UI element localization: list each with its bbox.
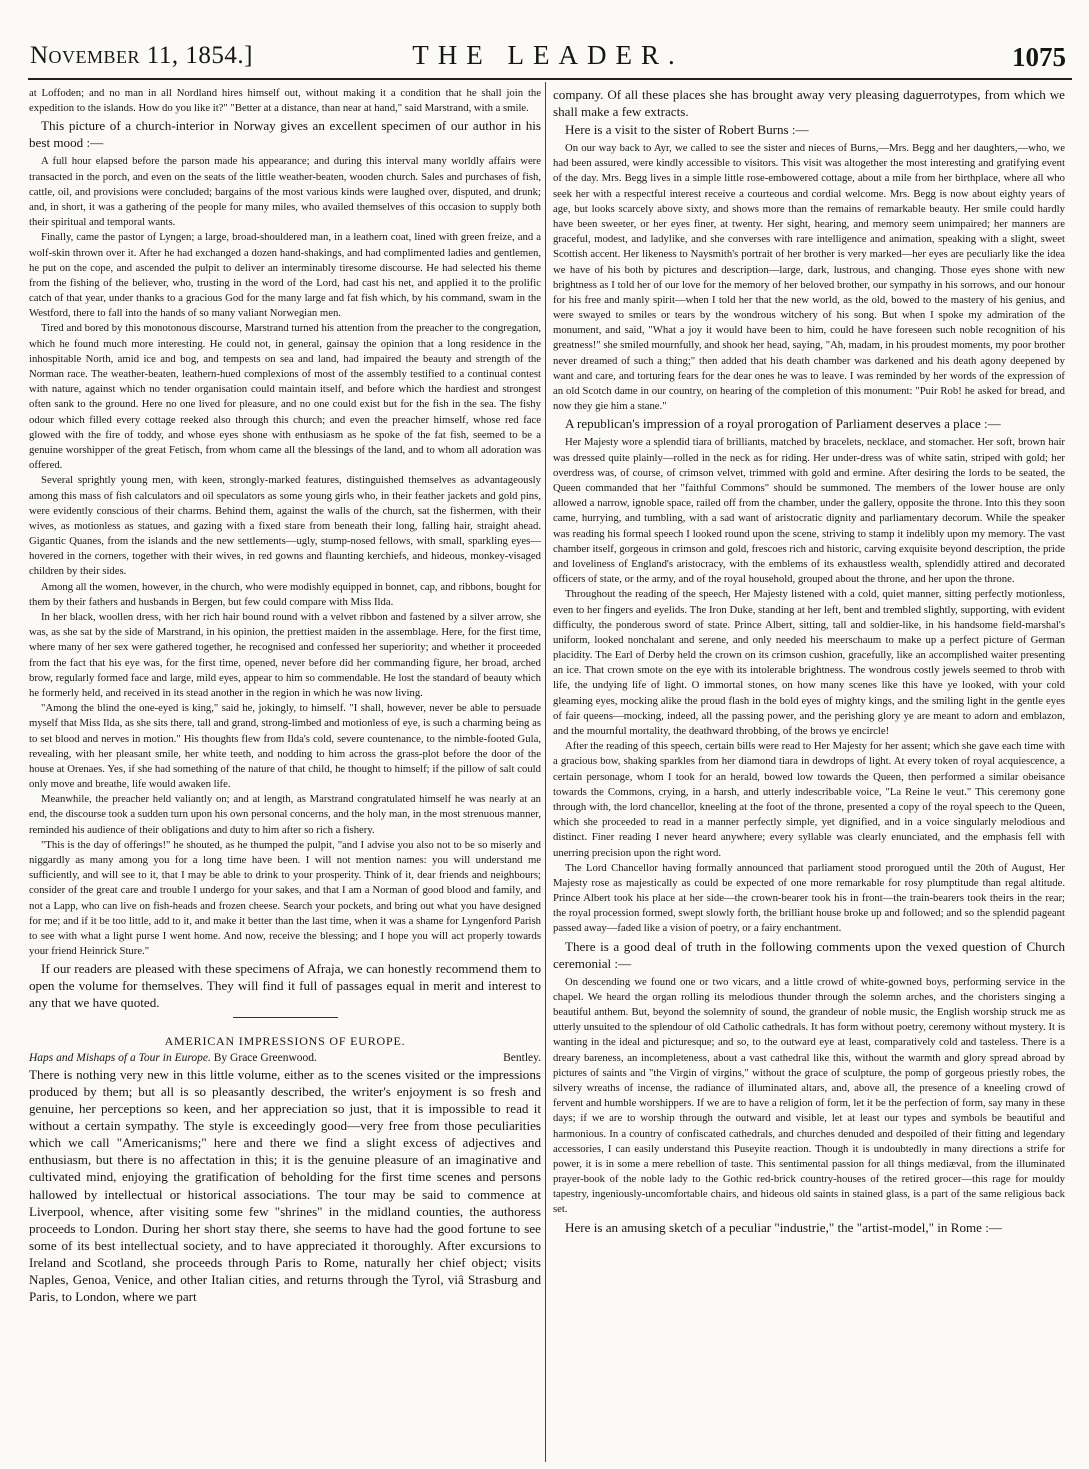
header-rule — [28, 78, 1072, 80]
section-rule — [233, 1017, 338, 1018]
section-title: AMERICAN IMPRESSIONS OF EUROPE. — [164, 1034, 406, 1049]
intro-burns-sister: Here is a visit to the sister of Robert Burns :— — [565, 122, 809, 138]
left-column — [29, 86, 541, 1461]
quote-paragraph: A full hour elapsed before the parson made his appearance; and during this interval many worldly affairs were transacted in the porch, and even on the seats of the little weather-beaten, wooden church. Sales and purchases of fish, cattle, oil, and provisions were concluded; bargains of the most various kinds were laughed over, disputed, and drunk; and, in short, it was a gathering of the people for many miles, who availed themselves of this occasion to supply both their spiritual and temporal wants. — [29, 155, 541, 229]
right-column — [553, 86, 1065, 1461]
quote-paragraph: Several sprightly young men, with keen, strongly-marked features, distinguished themselves as advantageously among this mass of fish calculators and oil speculators as some young girls who, in their feather jackets and gold pins, were evidently conscious of their charms. Behind them, against the walls of the church, sat the fishermen, with their wives, as motionless as statues, and gazing with a fixed stare from beneath their long, falling hair, straight ahead. Gigantic Quanes, from the islands and the new settlements—ugly, stump-nosed fellows, with small, sparkling eyes—hovered in the corners, together with their wives, in red gowns and flaunting kerchiefs, and hideous, monkey-visaged children by their sides. — [29, 474, 541, 578]
quote-paragraph: Meanwhile, the preacher held valiantly on; and at length, as Marstrand congratulated himself he was nearly at an end, the discourse took a sudden turn upon his own personal concerns, and the holy man, in the most strenuous manner, reminded his audience of their obligations and duty to him after so rich a fishery. — [29, 793, 541, 836]
quote-paragraph: "This is the day of offerings!" he shouted, as he thumped the pulpit, "and I advise you also not to be so miserly and niggardly as many among you for a long time have been. I will not mention names: you will understand me sufficiently, and will see to it, that I may be able to drink to your prosperity. Think of it, dear friends and neighbours; consider of the great care and trouble I undergo for your sakes, and that I am a Norman of good blood and family, and not a Lapp, who can live on fish-heads and frozen cheese. Search your pockets, and bring out what you have designed for me; and if it be too little, add to it, and make it better than the last time, when it was a shame for Lyngenford Parish to see with what a light purse I went home. And now, receive the blessing; and I hope you will act properly towards your friend Heinrick Sture." — [29, 838, 541, 958]
quote-paragraph: The Lord Chancellor having formally announced that parliament stood prorogued until the 20th of August, Her Majesty rose as majestically as could be expected of one more remarkable for rosy plumptitude than regal altitude. Prince Albert took his place at her side—the crown-bearer took his in front—the train-bearers took theirs in the rear; the royal procession formed, swept slowly forth, the brilliant house broke up and followed; and so the splendid pageant passed away—faded like a vision of poetry, or a fairy enchantment. — [553, 861, 1065, 935]
book-title: Haps and Mishaps of a Tour in Europe. — [29, 1052, 211, 1065]
book-author: By Grace Greenwood. — [213, 1052, 317, 1065]
book-byline — [29, 1052, 541, 1064]
column-divider — [545, 82, 546, 1462]
quote-continuation: at Loffoden; and no man in all Nordland hires himself out, without making it a condition that he shall join the expedition to the islands. How do you like it?" "Better at a distance, than near at hand," said Marstrand, with a smile. — [29, 87, 541, 115]
quote-paragraph: On descending we found one or two vicars, and a little crowd of white-gowned boys, performing service in the chapel. We heard the organ rolling its melodious thunder through the solemn arches, and the choristers singing a beautiful anthem. But, beyond the solemnity of sound, the grandeur of noble music, the English worship struck me as utterly unsuited to the splendour of old Catholic cathedrals. It has form without poetry, ceremony without mystery. It is wanting in the ideal and picturesque; and so, to the outward eye at least, comparatively cold and tasteless. There is a dreary bareness, an incompleteness, about a vast cathedral like this, without the warmth and glory spread abroad by pictures of saints and "the Virgin of virgins," without the grace of sculpture, the pomp of gorgeous priestly robes, the silvery wreaths of incense, the radiance of illuminated altars, and, above all, the presence of a kneeling crowd of fervent and humble worshippers. If we are to have a religion of form, let it be the perfection of form, say many in these days; if we are to worship through the outward and visible, let at least our types and symbols be beautiful and harmonious. In a country of confiscated cathedrals, and churches denuded and despoiled of their fitting and legendary accessories, I can easily understand this Puseyite reaction. Though it is undoubtedly in many directions a strife for power, it is in some a mere rebellion of taste. This sentimental passion for all things mediæval, from the illuminated prayer-book of the noble lady to the Gothic red-brick country-houses of the retired grocer—this rage for mouldy tapestry, ingeniously-uncomfortable chairs, and hideous old saints in stained glass, is a part of the same religious back set. — [553, 975, 1065, 1216]
quote-paragraph: Finally, came the pastor of Lyngen; a large, broad-shouldered man, in a leathern coat, lined with green freize, and a wolf-skin thrown over it. After he had exchanged a dozen hand-shakings, and had complimented ladies and gentlemen, he put on the cope, and ascended the pulpit to deliver an interminably tiresome discourse. He had selected his theme from the fishing of the believer, who, trusting in the word of the Lord, had cast his net, and applied it to the prolific catch of that year, under thanks to a gracious God for the many large and fat fish which, by his command, swam in the Westford, there to fall into the hands of so many valiant Norwegian men. — [29, 231, 541, 320]
intro-church-ceremonial: There is a good deal of truth in the following comments upon the vexed question of Church ceremonial :— — [553, 938, 1065, 971]
quote-paragraph: In her black, woollen dress, with her rich hair bound round with a velvet ribbon and fastened by a silver arrow, she was, as she sat by the side of Marstrand, in his opinion, the prettiest maiden in the assemblage. Here, for the first time, where many of her sex were gathered together, he recognised and confessed her superiority; and whether it proceeded from the fact that his eye was, for the first time, opened, never before did her commanding figure, her broad, arched brow, regularly formed face and large, mild eyes, appear to him so commendable. He lost the standard of beauty which he formerly held, and received in its stead another in the region in which he was now living. — [29, 611, 541, 699]
quote-paragraph: After the reading of this speech, certain bills were read to Her Majesty for her assent; which she gave each time with a gracious bow, shaking sparkles from her diamond tiara in dewdrops of light. At every token of royal acquiescence, a certain personage, whom I took for an herald, bowed low towards the Queen, then performed a similar obeisance towards the Commons, crying, in a harsh, and utterly indescribable voice, "La Reine le veut." This ceremony gone through with, the lord chancellor, kneeling at the foot of the throne, presented a copy of the royal speech to the Queen, which she proceeded to read in a manner perfectly simple, yet dignified, and in a voice singularly melodious and distinct. Finer reading I never heard anywhere; every syllable was clearly enunciated, and the emphasis fell with unerring precision upon the right word. — [553, 740, 1065, 859]
book-publisher: Bentley. — [503, 1052, 541, 1065]
intro-church-interior: This picture of a church-interior in Norway gives an excellent specimen of our author in his best mood :— — [29, 118, 541, 151]
quote-paragraph: Throughout the reading of the speech, Her Majesty listened with a cold, quiet manner, sitting perfectly motionless, even to her fingers and eyelids. The Iron Duke, standing at her left, bent and trembled slightly, supporting, with evident difficulty, the ponderous sword of state. Prince Albert, sitting, tall and soldier-like, in his handsome field-marshal's uniform, looked nonchalant and serene, and only needed his meerschaum to make up a perfect picture of German placidity. The Earl of Derby held the crown on its crimson cushion, gracefully, like an accomplished waiter presenting an ice. That crown smote on the eye with its intolerable brightness. The wondrous costly jewels seemed to throb with life, the undying life of light. O immortal stones, on how many scenes like this have ye looked, with your cold gleaming eyes, mocking alike the proud flash in the bold eyes of mighty kings, and the smiling light in the gentle eyes of fair queens—mocking, indeed, all the passing power, and the perishing glory ye are meant to adorn and emblazon, and the mournful mortality, the deathward throbbing, of the brows ye encircle! — [553, 588, 1065, 737]
page-number: 1075 — [1012, 42, 1066, 72]
quote-paragraph: Her Majesty wore a splendid tiara of brilliants, matched by bracelets, necklace, and stomacher. Her soft, brown hair was dressed quite plainly—rolled in the neck as for riding. Her under-dress was of white satin, striped with gold; her overdress was, of course, of crimson velvet, trimmed with gold and ermine. After desiring the lords to be seated, the Queen commanded that her "faithful Commons" should be summoned. The members of the lower house are only allowed a narrow, ignoble space, railed off from the chamber, under the gallery, opposite the throne. Into this they soon came, hurrying, and tumbling, with a sad want of aristocratic dignity and parliamentary decorum. While the speaker was reading his formal speech I looked round upon the scene, striving to stamp it indelibly upon my memory. The vast chamber itself, gorgeous in crimson and gold, frescoes rich and historic, carving exquisite beyond description, the pride and loveliness of England's aristocracy, with the emblems of its exhaustless wealth, splendidly attired and decorated officers of state, or the army, and of the royal household, grouped about the throne, and her upon the throne. — [553, 436, 1065, 586]
quote-paragraph: Among all the women, however, in the church, who were modishly equipped in bonnet, cap, and ribbons, bought for them by their fathers and husbands in Bergen, but few could compare with Miss Ilda. — [29, 580, 541, 608]
review-text: There is nothing very new in this little volume, either as to the scenes visited or the impressions produced by them; but all is so pleasantly described, the writer's enjoyment is so fresh and genuine, her perceptions so keen, and her appreciation so just, that it is impossible to read it without a certain sympathy. The style is exceedingly good—very free from those peculiarities which we call "Americanisms;" here and there we find a slight excess of adjectives and enthusiasm, but there is no affectation in this; it is the genuine pleasure of an imaginative and cultivated mind, enjoying the gratification of beholding for the first time scenes and persons hallowed by intellectual or historical associations. The tour may be said to commence at Liverpool, whence, after visiting some few "shrines" in the midland counties, the authoress proceeds to London. During her short stay there, she seems to have had the good fortune to see some of its best intellectual society, and to have appreciated it thoroughly. After excursions to Ireland and Scotland, she proceeds through Paris to Rome, naturally her chief object; visits Naples, Genoa, Venice, and other Italian cities, and returns through the Tyrol, viâ Strasburg and Paris, to London, where we part — [29, 1067, 541, 1304]
issue-date: November 11, 1854.] — [30, 42, 253, 69]
quote-paragraph: Tired and bored by this monotonous discourse, Marstrand turned his attention from the preacher to the congregation, which he found much more interesting. He could not, in general, gainsay the opinion that a long residence in the inhospitable North, amid ice and bog, and tempests on sea and land, had impaired the beauty and strength of the Norman race. The weather-beaten, leathern-hued complexions of most of the assembly testified to a continual contest with nature, against which no tender organisation could maintain itself, and before which the hardiest and strongest often sank to the ground. Here no one lived for pleasure, and no one could exist but for the fish in the sea. The fishy odour which filled every cottage reeked also through this church; and even the preacher himself, whose red face glowed with the fire of toddy, and whose eyes shone with enthusiasm as he spoke of the fat fish, seemed to be a genuine worshipper of the great Fetisch, from whom came all the blessings of the land, and to whom all adoration was offered. — [29, 322, 541, 472]
newspaper-title: THE LEADER. — [412, 40, 684, 70]
quote-paragraph: On our way back to Ayr, we called to see the sister and nieces of Burns,—Mrs. Begg and her daughters,—who, we had been assured, were kindly accessible to visitors. This visit was altogether the most interesting and gratifying event of the day. Mrs. Begg lives in a simple little rose-embowered cottage, about a mile from her birthplace, where all who seek her with a respectful interest receive a courteous and cordial welcome. Mrs. Begg is now about eighty years of age, but looks scarcely above sixty, and shows more than the remains of remarkable beauty. Her smile could hardly have been sweeter, or her eyes finer, at twenty. Her sight, hearing, and memory seem unimpaired; her manners are graceful, modest, and ladylike, and she converses with rare intelligence and animation, speaking with a slight, sweet Scottish accent. Her likeness to Naysmith's portrait of her brother is very marked—her eyes are peculiarly like the idea we have of his both by pictures and description—large, dark, lustrous, and changing. Those eyes shone with new brightness as I told her of our love for the memory of her beloved brother, our sympathy in his sorrows, and our honour for his free and manly spirit—when I told her that the new world, as the old, bowed to the mastery of his genius, and were swayed to smiles or tears by the wondrous witchery of his song. But when I spoke my admiration of the monument, and said, "What a joy it would have been to him, could he have foreseen such noble recognition of his greatness!" she smiled mournfully, and shook her head, saying, "Ah, madam, in his proudest moments, my poor brother never dreamed of such a thing;" then added that his death chamber was darkened and his death agony deepened by want and care, and torturing fears for the dear ones he was to leave. I was reminded by her words of the expression of an old Scotch dame in our country, on hearing of the completion of this monument: "Puir Rob! he asked for bread, and now they gie him a stane." — [553, 142, 1065, 413]
masthead — [24, 38, 1072, 72]
quote-paragraph: "Among the blind the one-eyed is king," said he, jokingly, to himself. "I shall, however, never be able to persuade myself that Miss Ilda, as she sits there, tall and grand, strong-limbed and motionless of eye, is such a charming being as to set blood and nerves in motion." His thoughts flew from Ilda's cold, severe countenance, to the nimble-footed Gula, revealing, with her pleasant smile, her white teeth, and nodding to him across the grass-plot before the door of the house at Orenaes. Yes, if she had something of the nature of that child, he thought to himself; if the pillow of salt could only move and breathe, life would awaken life. — [29, 702, 541, 791]
intro-prorogation: A republican's impression of a royal prorogation of Parliament deserves a place :— — [565, 416, 1001, 432]
review-continuation: company. Of all these places she has brought away very pleasing daguerrotypes, from which we shall make a few extracts. — [553, 87, 1065, 120]
intro-recommendation: If our readers are pleased with these specimens of Afraja, we can honestly recommend them to open the volume for themselves. They will find it full of passages equal in merit and interest to any that we have quoted. — [29, 961, 541, 1011]
intro-artist-model: Here is an amusing sketch of a peculiar "industrie," the "artist-model," in Rome :— — [565, 1219, 1002, 1235]
